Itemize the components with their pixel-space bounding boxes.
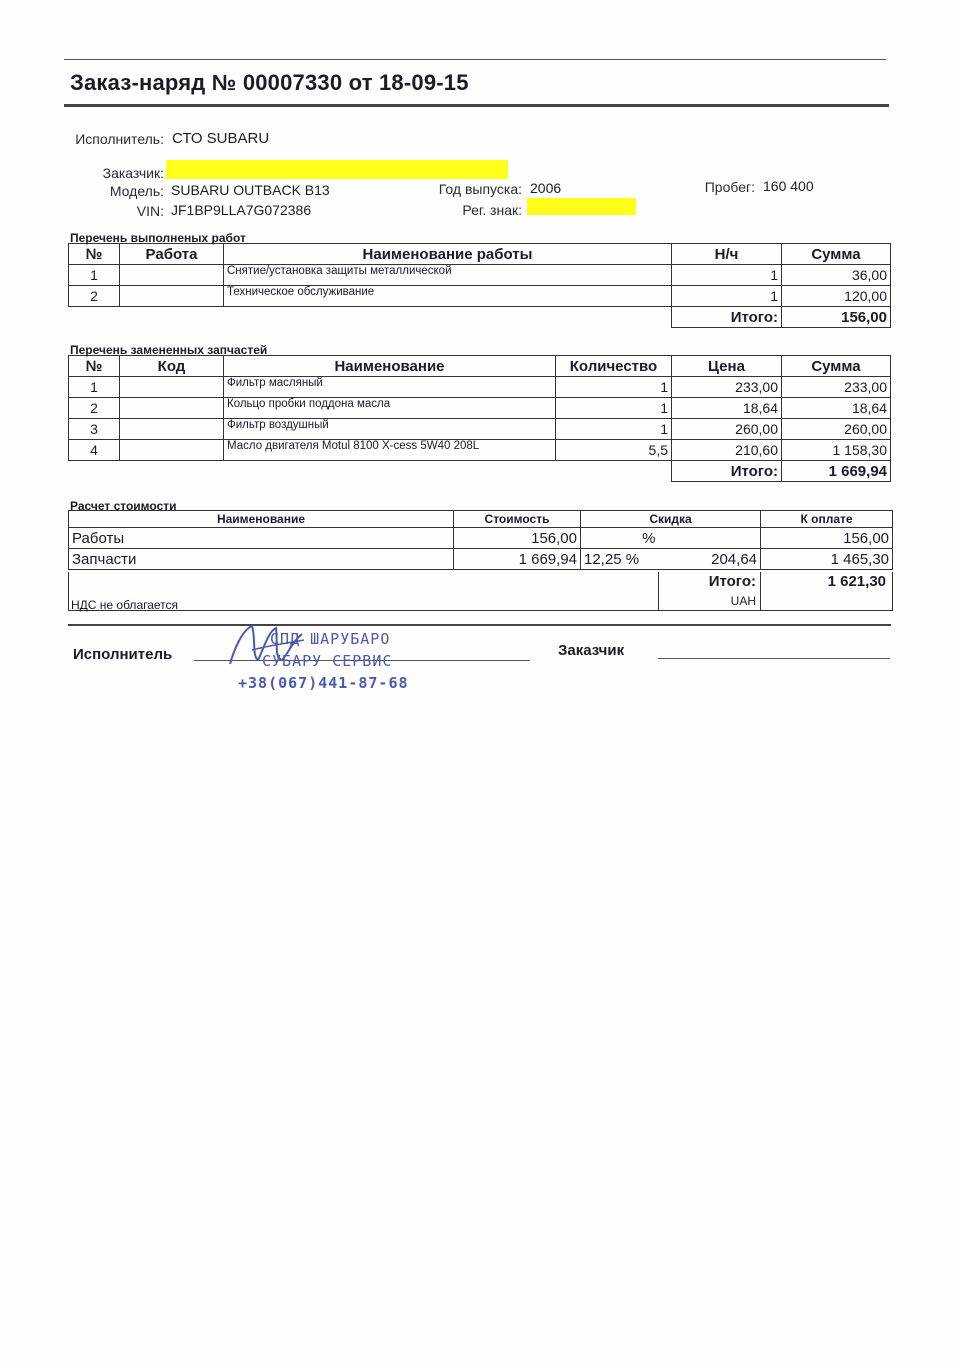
plate-redaction [527, 198, 636, 215]
work-hours: 1 [672, 265, 782, 286]
part-num: 2 [69, 398, 120, 419]
parts-header-price: Цена [672, 356, 782, 377]
parts-total-label: Итого: [672, 461, 782, 482]
executor-signature-label: Исполнитель [73, 646, 173, 663]
part-price: 210,60 [672, 440, 782, 461]
work-name: Снятие/установка защиты металлической [224, 265, 672, 286]
cost-header-cost: Стоимость [454, 511, 581, 528]
signature-top-rule [68, 624, 891, 626]
cost-row-discount-pct: % [581, 528, 659, 549]
parts-header-code: Код [120, 356, 224, 377]
part-sum: 233,00 [782, 377, 891, 398]
stamp-line-2: СУБАРУ СЕРВИС [262, 652, 393, 670]
works-total-value: 156,00 [782, 307, 891, 328]
customer-label: Заказчик: [102, 165, 164, 181]
cost-row-discount-pct: 12,25 % [581, 549, 659, 570]
parts-section-title: Перечень замененных запчастей [70, 343, 268, 357]
works-total-row [69, 307, 891, 328]
model-value: SUBARU OUTBACK B13 [171, 182, 330, 198]
part-code [120, 419, 224, 440]
part-code [120, 440, 224, 461]
cost-table [68, 510, 893, 570]
parts-total-value: 1 669,94 [782, 461, 891, 482]
works-header-num: № [69, 244, 120, 265]
part-num: 1 [69, 377, 120, 398]
mileage-value: 160 400 [763, 178, 814, 194]
parts-header-qty: Количество [556, 356, 672, 377]
part-sum: 18,64 [782, 398, 891, 419]
part-name: Фильтр воздушный [224, 419, 556, 440]
part-qty: 5,5 [556, 440, 672, 461]
vin-label: VIN: [136, 203, 164, 219]
customer-signature-label: Заказчик [558, 642, 625, 659]
parts-header-num: № [69, 356, 120, 377]
part-code [120, 377, 224, 398]
cost-row-cost: 156,00 [454, 528, 581, 549]
table-row [69, 440, 891, 461]
executor-label: Исполнитель: [75, 131, 164, 147]
part-sum: 1 158,30 [782, 440, 891, 461]
parts-total-spacer [69, 461, 672, 482]
works-header-sum: Сумма [782, 244, 891, 265]
works-section-title: Перечень выполненых работ [70, 231, 246, 245]
parts-header-name: Наименование [224, 356, 556, 377]
cost-footer-divider [658, 572, 659, 610]
cost-row-pay: 156,00 [761, 528, 893, 549]
customer-redaction [166, 160, 508, 179]
table-row [69, 265, 891, 286]
cost-row-discount-sum: 204,64 [659, 549, 761, 570]
table-row [69, 398, 891, 419]
table-row [69, 528, 893, 549]
table-row [69, 286, 891, 307]
cost-total-label: Итого: [708, 573, 756, 590]
year-value: 2006 [530, 180, 562, 196]
stamp-line-1: СПД ШАРУБАРО [270, 630, 391, 648]
works-total-spacer [69, 307, 672, 328]
cost-header-name: Наименование [69, 511, 454, 528]
top-rule [64, 59, 886, 60]
table-row [69, 377, 891, 398]
work-hours: 1 [672, 286, 782, 307]
document-title: Заказ-наряд № 00007330 от 18-09-15 [70, 70, 469, 95]
cost-row-pay: 1 465,30 [761, 549, 893, 570]
table-row [69, 419, 891, 440]
cost-section-title: Расчет стоимости [70, 499, 177, 513]
parts-total-row [69, 461, 891, 482]
mileage-label: Пробег: [704, 179, 755, 195]
part-name: Масло двигателя Motul 8100 X-cess 5W40 208L [224, 440, 556, 461]
cost-row-name: Работы [69, 528, 454, 549]
part-num: 3 [69, 419, 120, 440]
cost-total-value: 1 621,30 [827, 573, 886, 590]
work-num: 2 [69, 286, 120, 307]
vat-note: НДС не облагается [71, 598, 179, 612]
works-header-name: Наименование работы [224, 244, 672, 265]
work-code [120, 286, 224, 307]
cost-footer-divider-2 [760, 572, 761, 610]
cost-header-discount: Скидка [581, 511, 761, 528]
plate-label: Рег. знак: [462, 202, 522, 218]
cost-row-cost: 1 669,94 [454, 549, 581, 570]
part-num: 4 [69, 440, 120, 461]
cost-header-pay: К оплате [761, 511, 893, 528]
cost-row-name: Запчасти [69, 549, 454, 570]
parts-header-row [69, 356, 891, 377]
work-num: 1 [69, 265, 120, 286]
works-header-hours: Н/ч [672, 244, 782, 265]
table-row [69, 549, 893, 570]
customer-signature-line [658, 658, 890, 659]
year-label: Год выпуска: [438, 181, 522, 197]
title-underline [64, 104, 889, 107]
work-name: Техническое обслуживание [224, 286, 672, 307]
stamp-phone: +38(067)441-87-68 [238, 674, 409, 692]
work-code [120, 265, 224, 286]
work-sum: 36,00 [782, 265, 891, 286]
work-sum: 120,00 [782, 286, 891, 307]
part-code [120, 398, 224, 419]
part-sum: 260,00 [782, 419, 891, 440]
part-name: Фильтр масляный [224, 377, 556, 398]
parts-table [68, 355, 891, 482]
cost-row-discount-sum [659, 528, 761, 549]
part-name: Кольцо пробки поддона масла [224, 398, 556, 419]
part-qty: 1 [556, 398, 672, 419]
part-price: 18,64 [672, 398, 782, 419]
part-qty: 1 [556, 419, 672, 440]
model-label: Модель: [109, 183, 164, 199]
parts-header-sum: Сумма [782, 356, 891, 377]
cost-currency: UAH [730, 594, 756, 608]
works-header-code: Работа [120, 244, 224, 265]
part-price: 260,00 [672, 419, 782, 440]
part-price: 233,00 [672, 377, 782, 398]
cost-header-row [69, 511, 893, 528]
part-qty: 1 [556, 377, 672, 398]
works-total-label: Итого: [672, 307, 782, 328]
works-table [68, 243, 891, 328]
executor-value: СТО SUBARU [172, 130, 270, 147]
vin-value: JF1BP9LLA7G072386 [171, 202, 312, 218]
works-header-row [69, 244, 891, 265]
